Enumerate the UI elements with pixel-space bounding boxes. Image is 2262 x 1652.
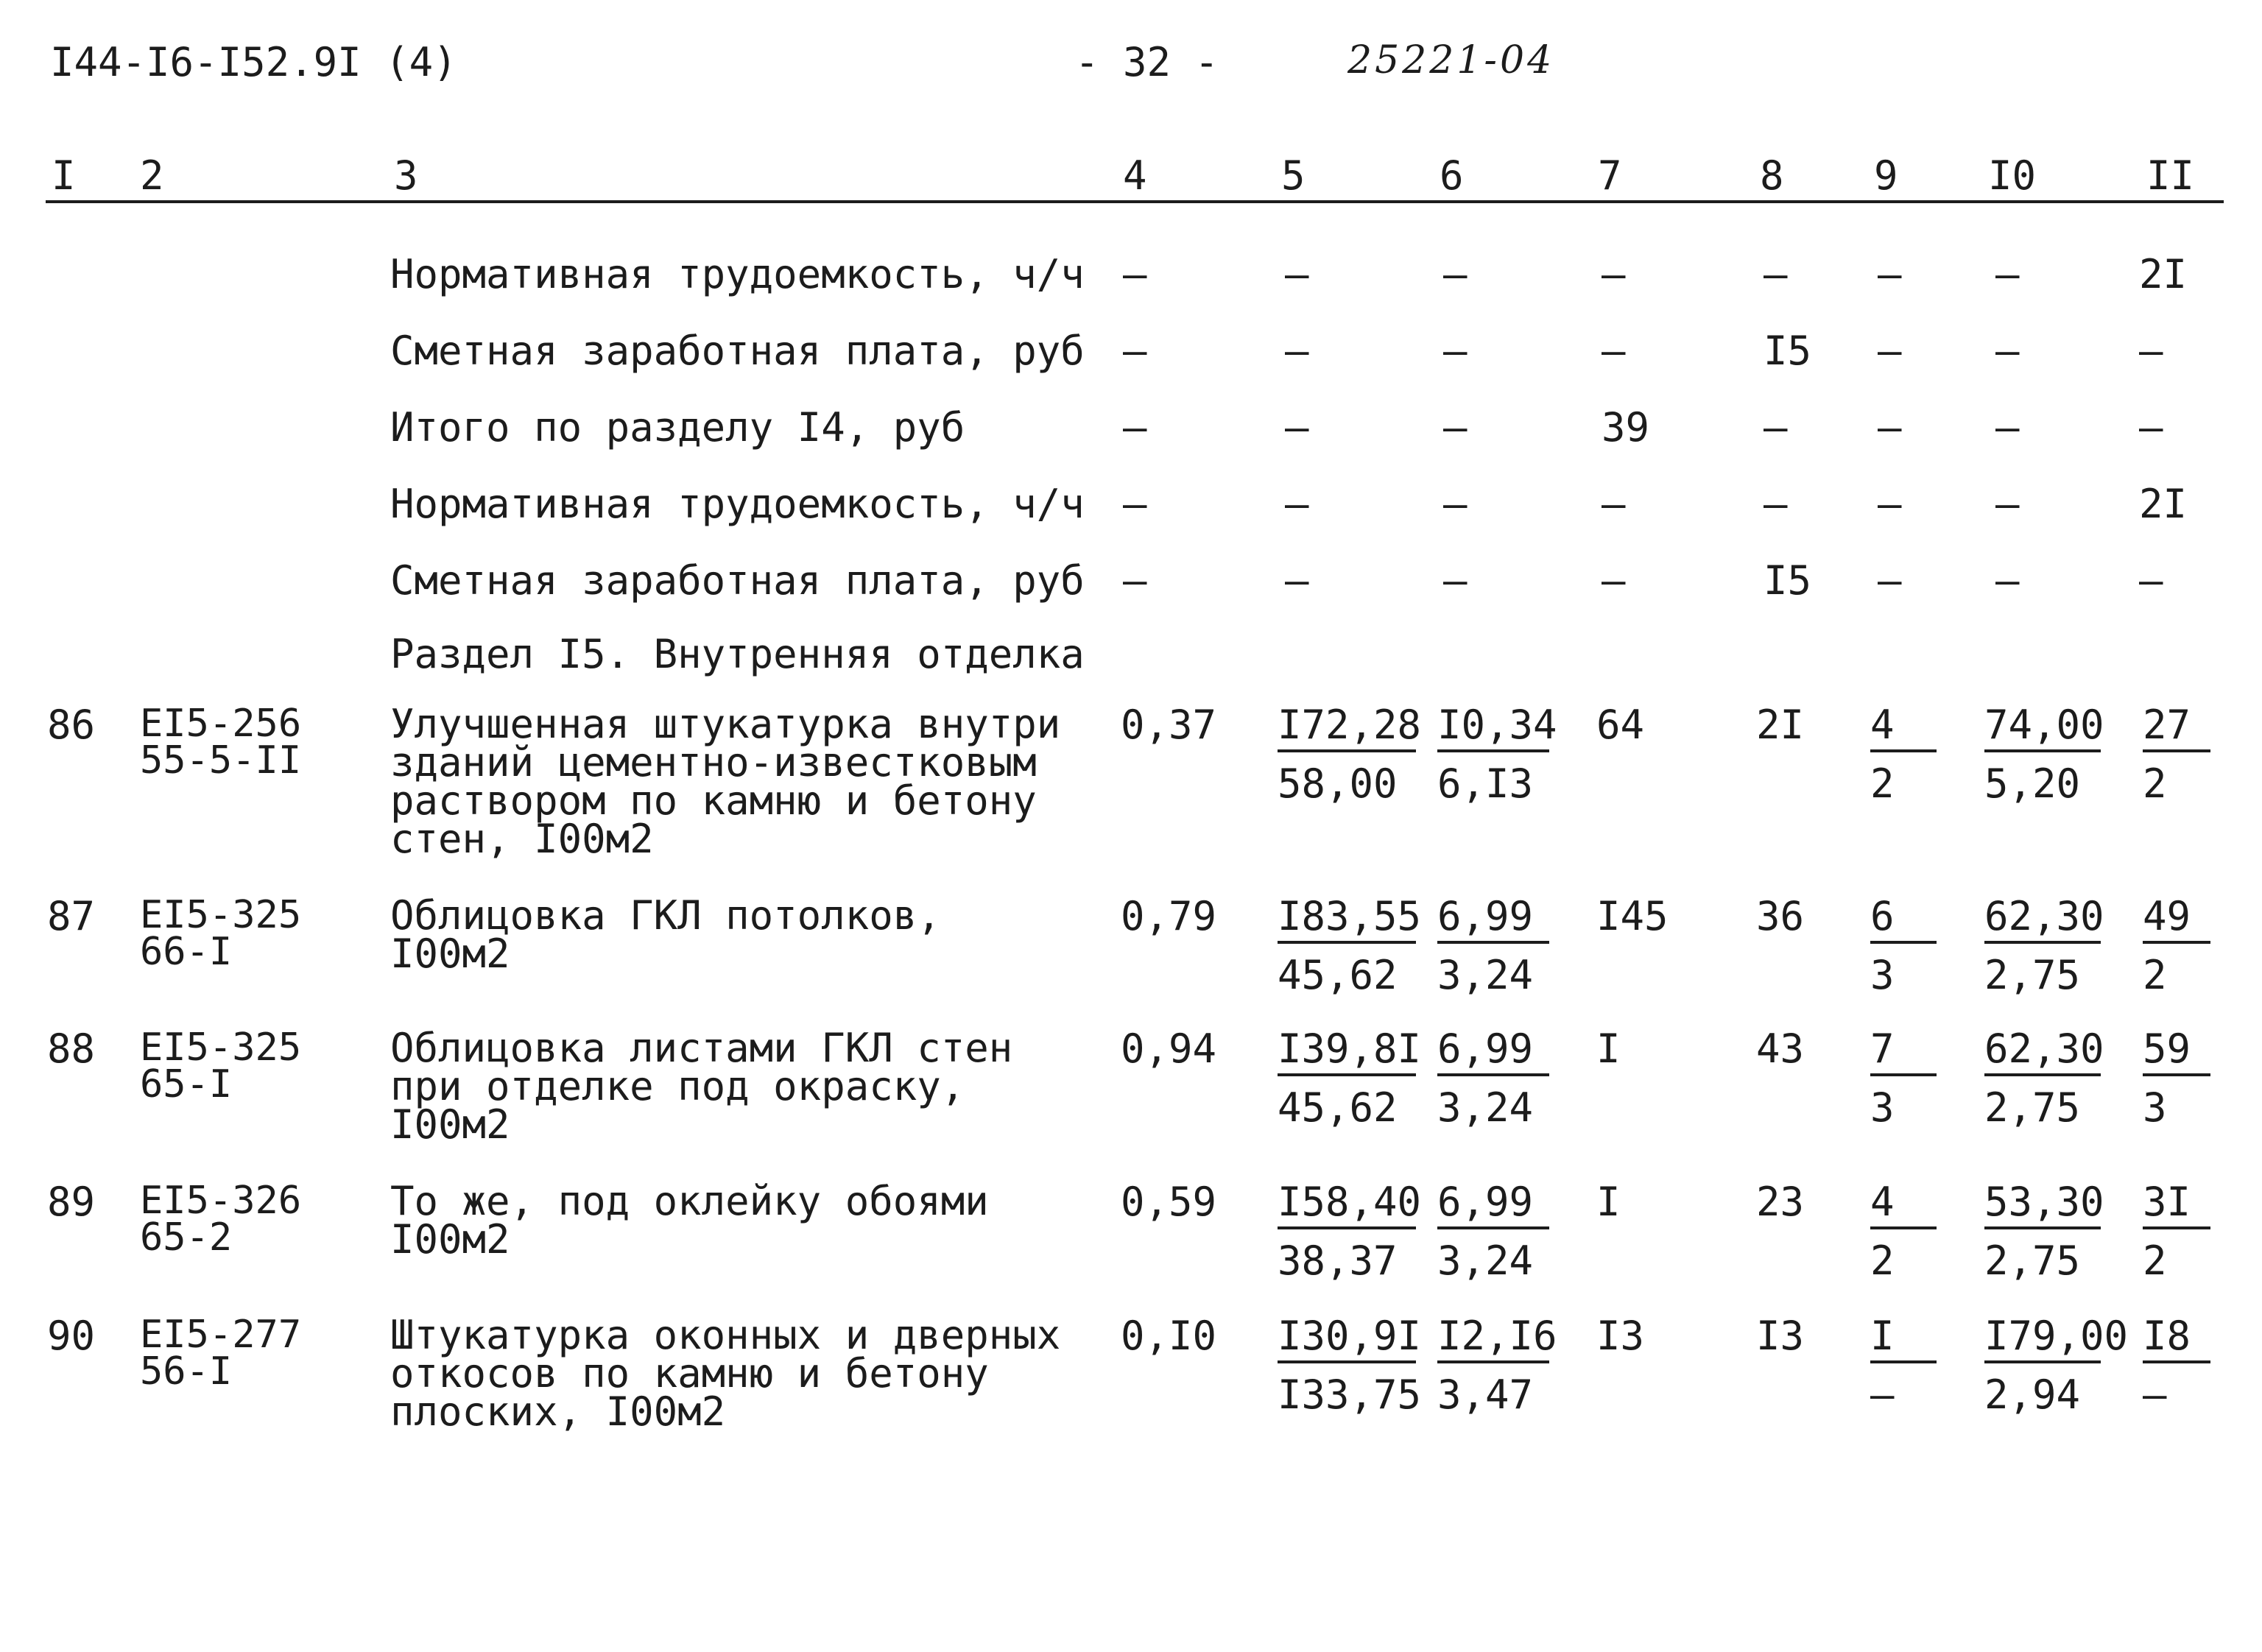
summary-c4: – bbox=[1123, 557, 1147, 604]
summary-c10: – bbox=[1995, 328, 2020, 374]
summary-label: Итого по разделу I4, руб bbox=[390, 404, 965, 451]
c6-top: 6,99 bbox=[1437, 897, 1549, 944]
c6-bottom: 6,I3 bbox=[1437, 760, 1534, 807]
summary-c10: – bbox=[1995, 481, 2020, 527]
c11-top: I8 bbox=[2143, 1316, 2210, 1363]
c11-bottom: 2 bbox=[2143, 952, 2167, 998]
item-quantity: 0,94 bbox=[1121, 1026, 1217, 1072]
item-number: 88 bbox=[47, 1026, 96, 1072]
summary-label: Нормативная трудоемкость, ч/ч bbox=[390, 481, 1085, 527]
col-number-9: 9 bbox=[1874, 152, 1898, 199]
handwritten-number: 25221-04 bbox=[1347, 38, 1555, 82]
item-number: 89 bbox=[47, 1179, 96, 1225]
c8-value: 2I bbox=[1756, 702, 1805, 748]
c10-top: 53,30 bbox=[1984, 1182, 2101, 1229]
c11-top: 27 bbox=[2143, 705, 2210, 752]
item-code: EI5-277 56-I bbox=[140, 1313, 302, 1394]
summary-c6: – bbox=[1443, 557, 1468, 604]
c9-top: I bbox=[1870, 1316, 1937, 1363]
item-number: 87 bbox=[47, 893, 96, 939]
col-number-2: 2 bbox=[140, 152, 164, 199]
summary-c6: – bbox=[1443, 404, 1468, 451]
page-number: - 32 - bbox=[1075, 39, 1219, 85]
c9-bottom: 2 bbox=[1870, 760, 1895, 807]
c11-bottom: – bbox=[2143, 1372, 2167, 1418]
summary-c7: – bbox=[1602, 481, 1626, 527]
summary-c8: I5 bbox=[1764, 328, 1812, 374]
col-number-5: 5 bbox=[1281, 152, 1306, 199]
c7-value: I3 bbox=[1596, 1313, 1645, 1359]
item-description: Улучшенная штукатурка внутри зданий цементно-известковым раствором по камню и бетону стен, I00м2 bbox=[390, 701, 1061, 862]
c9-bottom: 3 bbox=[1870, 952, 1895, 998]
summary-c10: – bbox=[1995, 404, 2020, 451]
summary-c5: – bbox=[1285, 328, 1309, 374]
c6-top: I0,34 bbox=[1437, 705, 1549, 752]
summary-c8: I5 bbox=[1764, 557, 1812, 604]
summary-c5: – bbox=[1285, 404, 1309, 451]
c5-top: I30,9I bbox=[1278, 1316, 1416, 1363]
item-number: 90 bbox=[47, 1313, 96, 1359]
c11-top: 3I bbox=[2143, 1182, 2210, 1229]
c10-top: I79,00 bbox=[1984, 1316, 2101, 1363]
c11-top: 59 bbox=[2143, 1029, 2210, 1076]
summary-c7: – bbox=[1602, 328, 1626, 374]
summary-c4: – bbox=[1123, 404, 1147, 451]
c8-value: 43 bbox=[1756, 1026, 1805, 1072]
item-description: Облицовка ГКЛ потолков, I00м2 bbox=[390, 892, 941, 977]
c10-bottom: 2,75 bbox=[1984, 1238, 2081, 1284]
c8-value: I3 bbox=[1756, 1313, 1805, 1359]
col-number-6: 6 bbox=[1440, 152, 1464, 199]
summary-c7: 39 bbox=[1602, 404, 1650, 451]
col-number-3: 3 bbox=[394, 152, 418, 199]
c8-value: 23 bbox=[1756, 1179, 1805, 1225]
c6-bottom: 3,24 bbox=[1437, 952, 1534, 998]
summary-c7: – bbox=[1602, 251, 1626, 297]
summary-c10: – bbox=[1995, 557, 2020, 604]
c7-value: I45 bbox=[1596, 893, 1669, 939]
summary-label: Нормативная трудоемкость, ч/ч bbox=[390, 251, 1085, 297]
c9-bottom: 2 bbox=[1870, 1238, 1895, 1284]
c5-bottom: 58,00 bbox=[1278, 760, 1398, 807]
c9-bottom: 3 bbox=[1870, 1084, 1895, 1131]
section-title: Раздел I5. Внутренняя отделка bbox=[390, 631, 1085, 677]
summary-c11: – bbox=[2139, 557, 2163, 604]
c5-bottom: 45,62 bbox=[1278, 952, 1398, 998]
item-description: Штукатурка оконных и дверных откосов по камню и бетону плоских, I00м2 bbox=[390, 1312, 1061, 1435]
item-quantity: 0,I0 bbox=[1121, 1313, 1217, 1359]
col-number-7: 7 bbox=[1598, 152, 1622, 199]
item-code: EI5-326 65-2 bbox=[140, 1179, 302, 1260]
c11-bottom: 2 bbox=[2143, 760, 2167, 807]
c5-bottom: 45,62 bbox=[1278, 1084, 1398, 1131]
c9-top: 6 bbox=[1870, 897, 1937, 944]
c5-bottom: I33,75 bbox=[1278, 1372, 1422, 1418]
summary-c11: 2I bbox=[2139, 251, 2188, 297]
c6-bottom: 3,47 bbox=[1437, 1372, 1534, 1418]
c6-top: I2,I6 bbox=[1437, 1316, 1549, 1363]
summary-c6: – bbox=[1443, 251, 1468, 297]
summary-c4: – bbox=[1123, 481, 1147, 527]
summary-c5: – bbox=[1285, 251, 1309, 297]
c7-value: I bbox=[1596, 1179, 1621, 1225]
item-code: EI5-256 55-5-II bbox=[140, 702, 302, 783]
c9-top: 4 bbox=[1870, 705, 1937, 752]
summary-c4: – bbox=[1123, 328, 1147, 374]
summary-c7: – bbox=[1602, 557, 1626, 604]
c5-bottom: 38,37 bbox=[1278, 1238, 1398, 1284]
c11-bottom: 3 bbox=[2143, 1084, 2167, 1131]
col-number-4: 4 bbox=[1123, 152, 1147, 199]
summary-c9: – bbox=[1878, 328, 1902, 374]
c5-top: I58,40 bbox=[1278, 1182, 1416, 1229]
c10-bottom: 2,75 bbox=[1984, 1084, 2081, 1131]
c6-top: 6,99 bbox=[1437, 1029, 1549, 1076]
col-number-8: 8 bbox=[1760, 152, 1784, 199]
item-quantity: 0,37 bbox=[1121, 702, 1217, 748]
col-number-11: II bbox=[2146, 152, 2195, 199]
c9-top: 7 bbox=[1870, 1029, 1937, 1076]
col-number-10: I0 bbox=[1988, 152, 2037, 199]
summary-c11: 2I bbox=[2139, 481, 2188, 527]
summary-c11: – bbox=[2139, 404, 2163, 451]
c6-bottom: 3,24 bbox=[1437, 1238, 1534, 1284]
col-number-1: I bbox=[52, 152, 76, 199]
summary-c5: – bbox=[1285, 481, 1309, 527]
item-description: То же, под оклейку обоями I00м2 bbox=[390, 1178, 989, 1263]
c7-value: 64 bbox=[1596, 702, 1645, 748]
c9-top: 4 bbox=[1870, 1182, 1937, 1229]
c7-value: I bbox=[1596, 1026, 1621, 1072]
summary-c5: – bbox=[1285, 557, 1309, 604]
c6-bottom: 3,24 bbox=[1437, 1084, 1534, 1131]
c5-top: I39,8I bbox=[1278, 1029, 1416, 1076]
item-quantity: 0,79 bbox=[1121, 893, 1217, 939]
c6-top: 6,99 bbox=[1437, 1182, 1549, 1229]
item-code: EI5-325 65-I bbox=[140, 1026, 302, 1106]
summary-c4: – bbox=[1123, 251, 1147, 297]
c10-bottom: 5,20 bbox=[1984, 760, 2081, 807]
summary-c8: – bbox=[1764, 481, 1788, 527]
summary-c10: – bbox=[1995, 251, 2020, 297]
summary-c9: – bbox=[1878, 557, 1902, 604]
item-number: 86 bbox=[47, 702, 96, 748]
c10-bottom: 2,94 bbox=[1984, 1372, 2081, 1418]
c10-bottom: 2,75 bbox=[1984, 952, 2081, 998]
c10-top: 74,00 bbox=[1984, 705, 2101, 752]
document-code: I44-I6-I52.9I (4) bbox=[50, 39, 457, 85]
summary-label: Сметная заработная плата, руб bbox=[390, 328, 1085, 374]
header-rule bbox=[46, 200, 2224, 203]
summary-c6: – bbox=[1443, 328, 1468, 374]
item-quantity: 0,59 bbox=[1121, 1179, 1217, 1225]
summary-c9: – bbox=[1878, 404, 1902, 451]
summary-c8: – bbox=[1764, 251, 1788, 297]
c9-bottom: – bbox=[1870, 1372, 1895, 1418]
c10-top: 62,30 bbox=[1984, 897, 2101, 944]
c5-top: I83,55 bbox=[1278, 897, 1416, 944]
item-description: Облицовка листами ГКЛ стен при отделке под окраску, I00м2 bbox=[390, 1025, 1013, 1148]
summary-c9: – bbox=[1878, 481, 1902, 527]
c11-top: 49 bbox=[2143, 897, 2210, 944]
c11-bottom: 2 bbox=[2143, 1238, 2167, 1284]
c5-top: I72,28 bbox=[1278, 705, 1416, 752]
summary-c9: – bbox=[1878, 251, 1902, 297]
c8-value: 36 bbox=[1756, 893, 1805, 939]
summary-label: Сметная заработная плата, руб bbox=[390, 557, 1085, 604]
summary-c8: – bbox=[1764, 404, 1788, 451]
c10-top: 62,30 bbox=[1984, 1029, 2101, 1076]
summary-c6: – bbox=[1443, 481, 1468, 527]
item-code: EI5-325 66-I bbox=[140, 893, 302, 974]
summary-c11: – bbox=[2139, 328, 2163, 374]
